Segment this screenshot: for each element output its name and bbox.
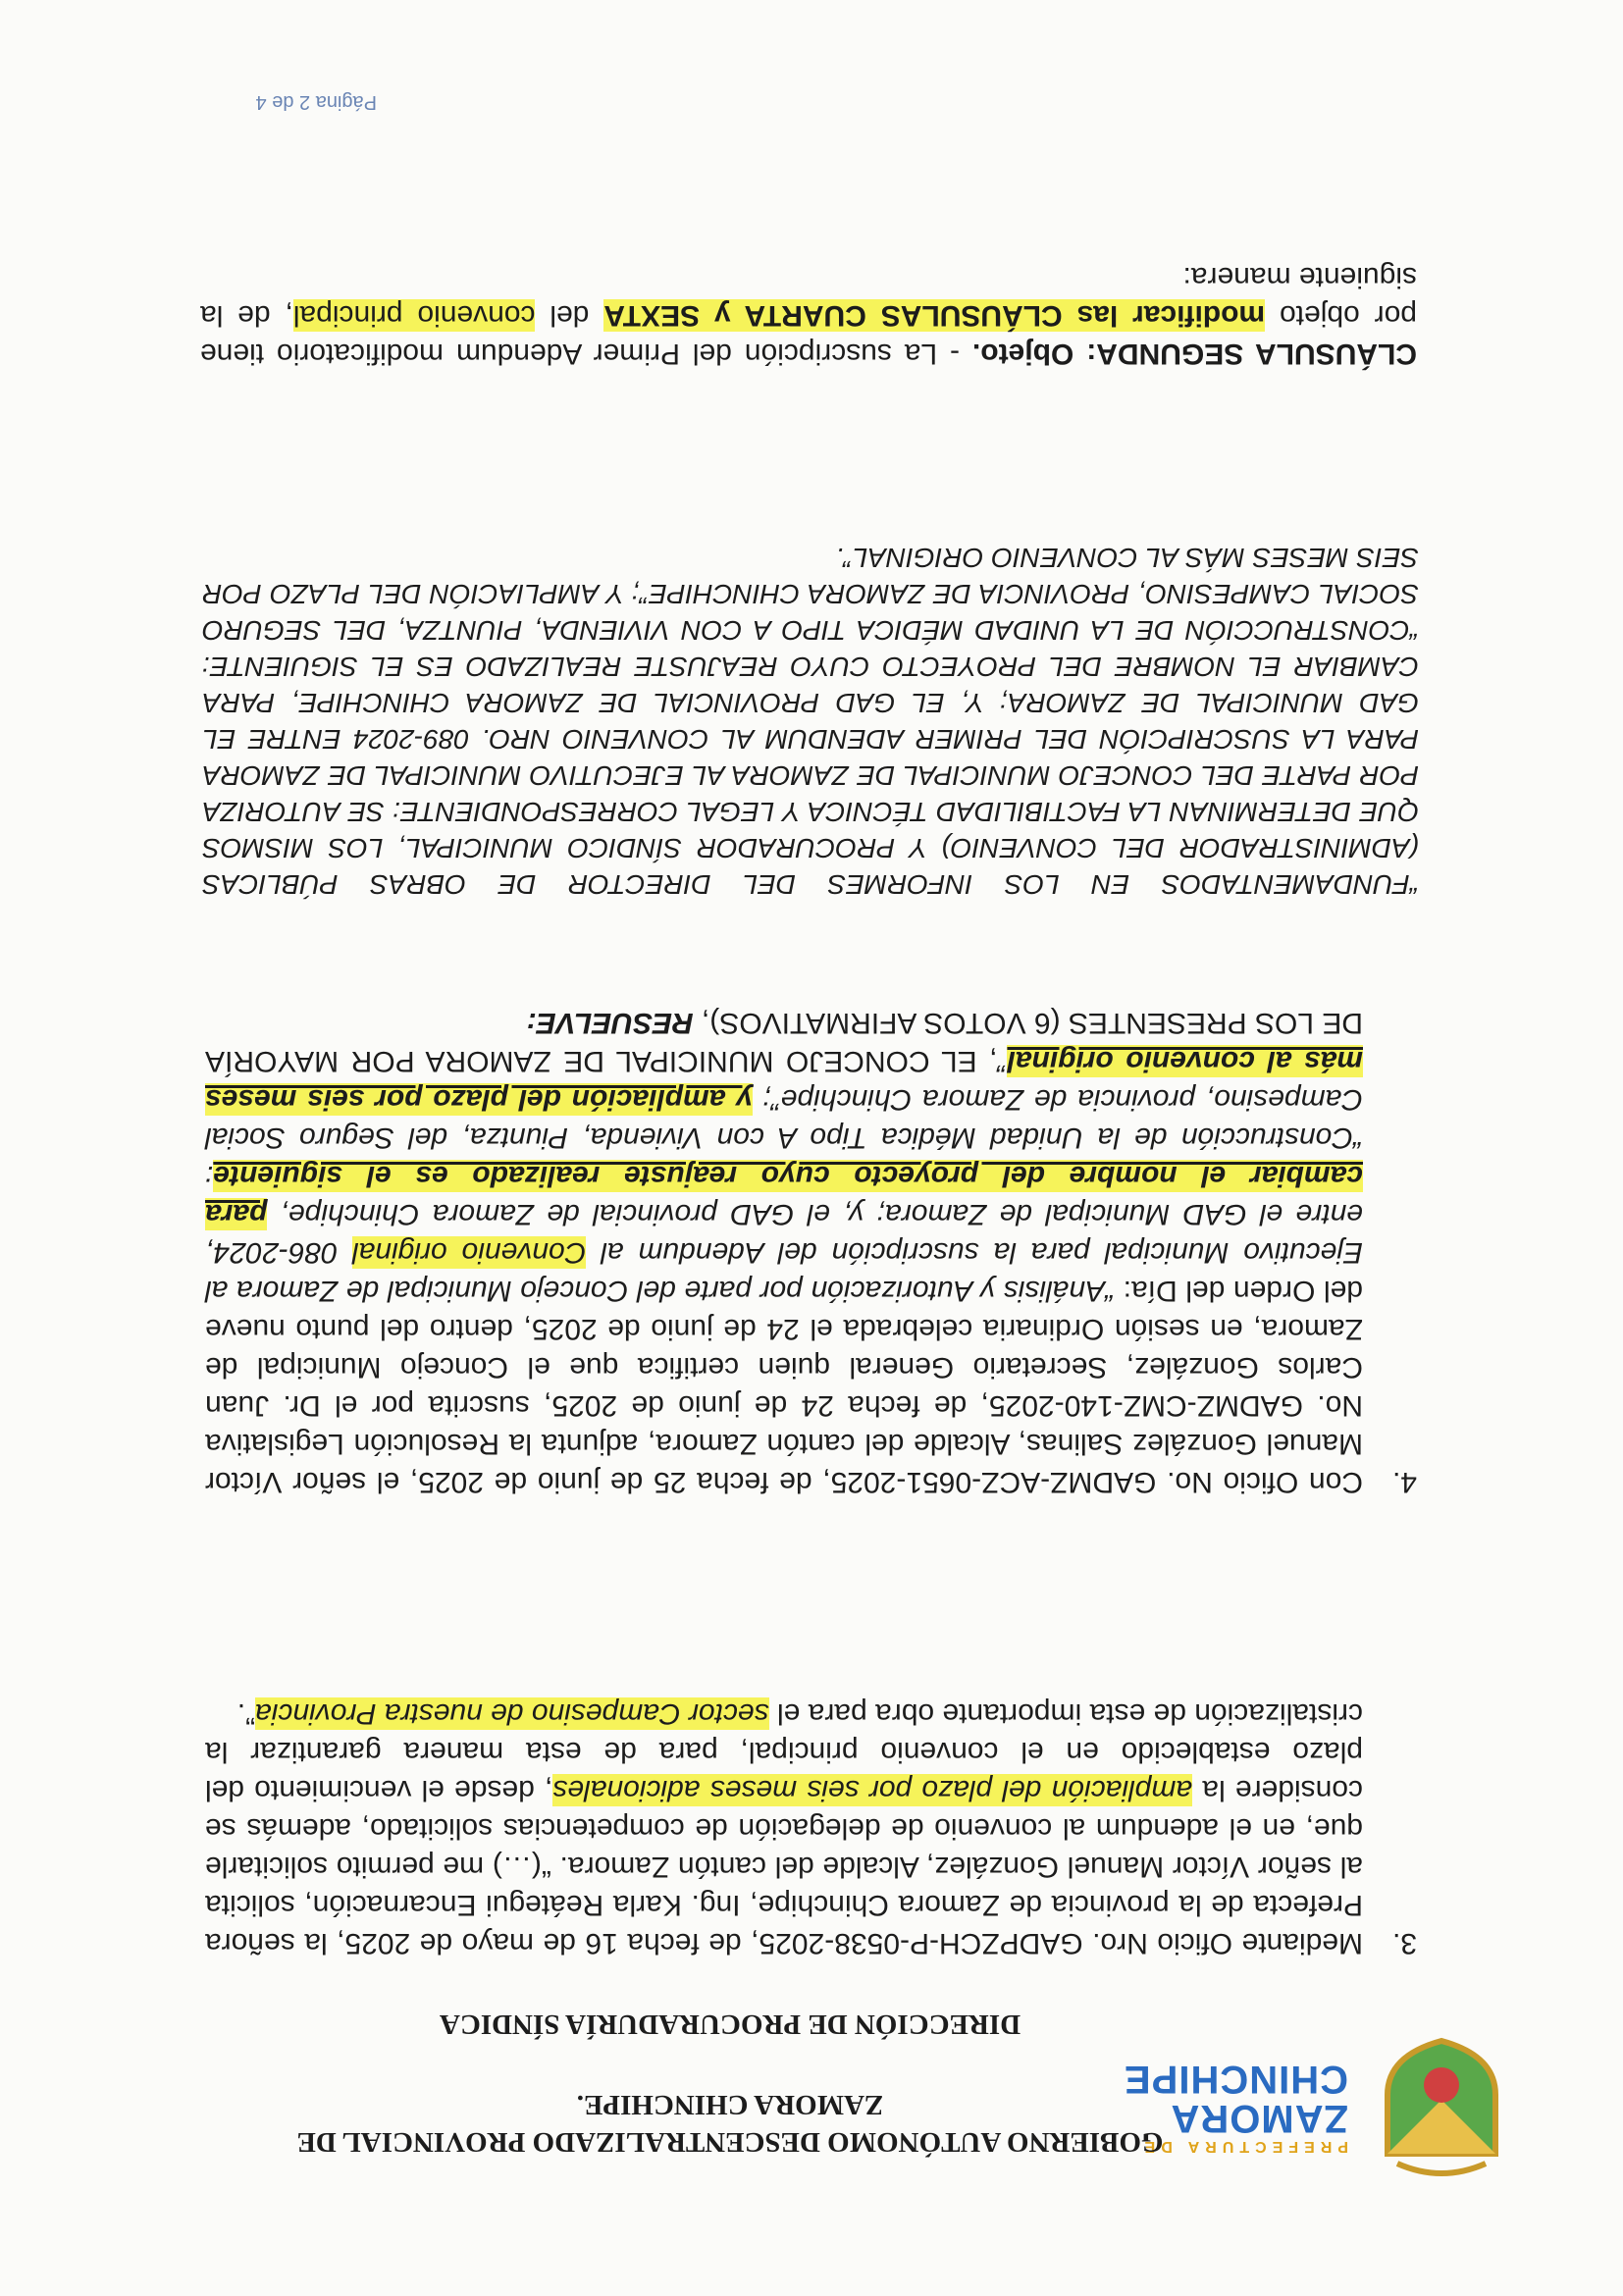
item4-italic-c: : “Construcción de la Unidad Médica Tipo A con Vivienda, Piuntza, del Seguro Social Campesino, provincia de Zamora Chinchipe”;: [205, 1083, 1363, 1192]
clause2-text-c: , de la siguiente manera:: [200, 261, 1417, 332]
item4-text-b: , EL CONCEJO MUNICIPAL DE ZAMORA POR MAYORÍA DE LOS PRESENTES (6 VOTOS AFIRMATIVOS),: [205, 1007, 1363, 1077]
clause2-highlight-a: modificar las CLÁUSULAS CUARTA y SEXTA: [603, 299, 1266, 332]
item4-italic-a: “Análisis y Autorización por parte del Concejo Municipal de Zamora al Ejecutivo Municipal para la suscripción del Adendum al: [205, 1236, 1363, 1307]
clause2-title: CLÁUSULA SEGUNDA: Objeto.: [971, 338, 1417, 370]
clause2-highlight-b: convenio principal: [292, 299, 536, 332]
item4-highlight-c: y ampliación del plazo por seis meses más al convenio original: [205, 1045, 1363, 1116]
item3-highlight-a: ampliación del plazo por seis meses adicionales: [552, 1774, 1193, 1806]
header-department: DIRECCIÓN DE PROCURADURÍA SÍNDICA: [439, 2009, 1021, 2040]
item3-number: 3.: [1391, 1927, 1417, 1959]
item4-italic-d: ”: [997, 1045, 1008, 1077]
item4-paragraph: [205, 1004, 1363, 1501]
item3-text-a: Mediante Oficio Nro. GADPZCH-P-0538-2025, de fecha 16 de mayo de 2025, la señora Prefecta de la provincia de Zamora Chinchipe, Ing. Karla Reátegui Encarnación, solicita al señor Víctor Manuel González, Alcalde del cantón Zamora. “(…) me permito solicitarle que, en el adendum al convenio de delegación de competencias solicitado, además se considere la: [205, 1774, 1363, 1959]
resolution-quote: “FUNDAMENTADOS EN LOS INFORMES DEL DIRECTOR DE OBRAS PÚBLICAS (ADMINISTRADOR DEL CONVENIO) Y PROCURADOR SÍNDICO MUNICIPAL, LOS MISMOS QUE DETERMINAN LA FACTIBILIDAD TÉCNICA Y LEGAL CORRESPONDIENTE: SE AUTORIZA POR PARTE DEL CONCEJO MUNICIPAL DE ZAMORA AL EJECUTIVO MUNICIPAL DE ZAMORA PARA LA SUSCRIPCIÓN DEL PRIMER ADENDUM AL CONVENIO NRO. 089-2024 ENTRE EL GAD MUNICIPAL DE ZAMORA; Y, EL GAD PROVINCIAL DE ZAMORA CHINCHIPE, PARA CAMBIAR EL NOMBRE DEL PROYECTO CUYO REAJUSTE REALIZADO ES EL SIGUIENTE: “CONSTRUCCIÓN DE LA UNIDAD MÉDICA TIPO A CON VIVIENDA, PIUNTZA, DEL SEGURO SOCIAL CAMPESINO, PROVINCIA DE ZAMORA CHINCHIPE”; Y AMPLIACIÓN DEL PLAZO POR SEIS MESES MÁS AL CONVENIO ORIGINAL”.: [202, 543, 1419, 900]
item4-highlight-b: para cambiar el nombre del proyecto cuyo reajuste realizado es el siguiente: [205, 1160, 1363, 1230]
item4-number: 4.: [1391, 1466, 1417, 1498]
header-line1: GOBIERNO AUTÓNOMO DESCENTRALIZADO PROVINCIAL DE: [296, 2126, 1164, 2158]
item4-resuelve: RESUELVE:: [526, 1007, 694, 1039]
clause2-paragraph: [200, 258, 1417, 373]
clause2-text-a: - La suscripción del Primer Adendum modificatorio tiene por objeto: [200, 299, 1417, 370]
item3-highlight-b: sector Campesino de nuestra Provincia: [255, 1697, 769, 1730]
clause2-text-b: del: [535, 299, 604, 332]
logo-small-text: PREFECTURA DE: [1138, 2138, 1348, 2155]
item4-text-a: Con Oficio No. GADMZ-ACZ-0651-2025, de fecha 25 de junio de 2025, el señor Víctor Manuel González Salinas, Alcalde del cantón Zamora, adjunta la Resolución Legislativa No. GADMZ-CMZ-140-2025, de fecha 24 de junio de 2025, suscrita por el Dr. Juan Carlos González, Secretario General quien certifica que el Concejo Municipal de Zamora, en sesión Ordinaria celebrada el 24 de junio de 2025, dentro del punto nueve del Orden del Día:: [205, 1275, 1363, 1498]
logo-name-line1: ZAMORA: [1170, 2097, 1348, 2140]
item3-text-b: , desde el vencimiento del plazo establecido en el convenio principal, para de esta manera garantizar la cristalización de esta importante obra para el: [204, 1697, 1363, 1806]
page-number: Página 2 de 4: [255, 91, 377, 113]
item4-highlight-a: Convenio original: [352, 1236, 587, 1269]
logo-name-line2: CHINCHIPE: [1123, 2058, 1348, 2101]
item3-paragraph: [205, 1695, 1363, 1962]
item4-italic-b: 086-2024, entre el GAD Municipal de Zamora; y, el GAD provincial de Zamora Chinchipe,: [205, 1198, 1363, 1269]
header-line2: ZAMORA CHINCHIPE.: [576, 2089, 884, 2120]
header-institution: [288, 2086, 1172, 2161]
coat-of-arms-icon: [1368, 2036, 1515, 2183]
item3-text-c: ”.: [236, 1697, 256, 1730]
